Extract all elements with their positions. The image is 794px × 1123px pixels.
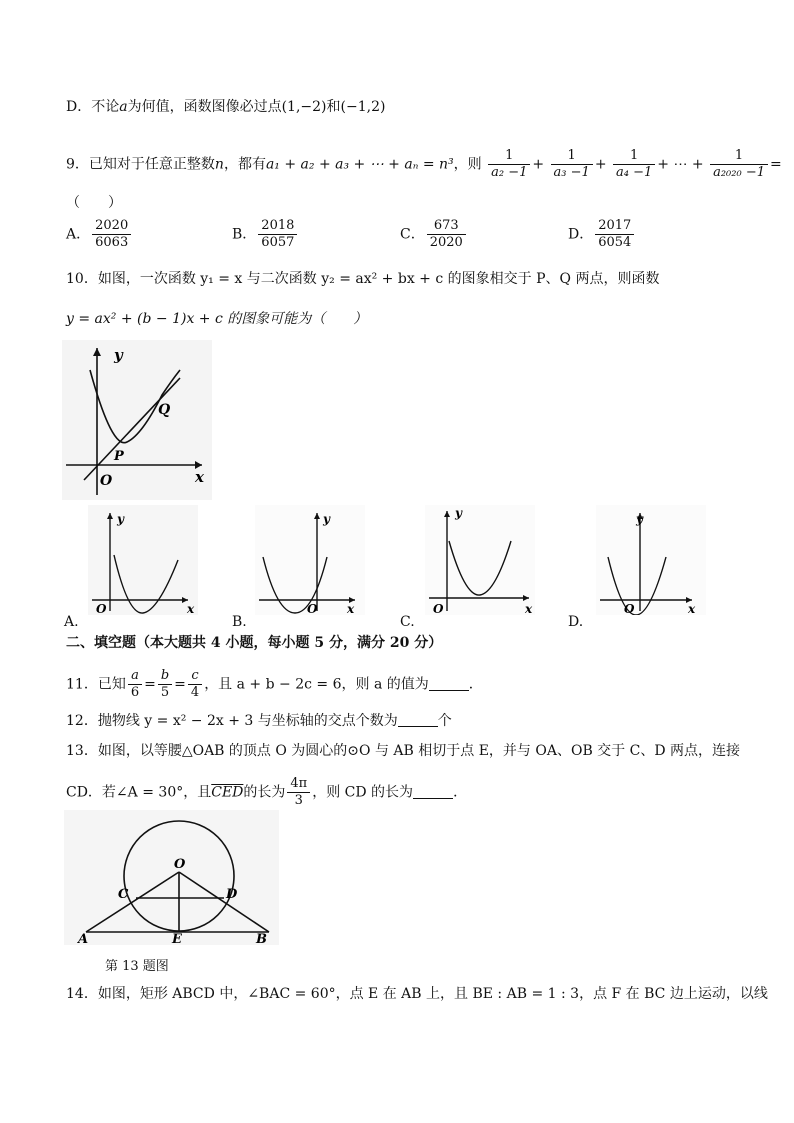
q9-option-a: A． $\frac{2020}{6063}$ [66,218,133,251]
q13-label-o: O [174,857,186,872]
svg-text:x: x [688,602,696,615]
q10-main-y-label: y [114,346,123,364]
q12-answer-blank[interactable] [398,714,438,727]
q13-figure-caption: 第 13 题图 [105,959,169,974]
question-11: 11．已知 $\frac{a}{6}$ = $\frac{b}{5}$ = $\frac{c}{4}$ ，且 a + b − 2c = 6，则 a 的值为 ． [66,668,483,700]
question-12: 12．抛物线 y = x² − 2x + 3 与坐标轴的交点个数为 个 [66,713,452,729]
q13-label-b: B [256,932,267,945]
q10-option-d-graph [596,505,706,615]
q10-option-c-graph [425,505,535,615]
svg-text:O: O [307,602,318,615]
q11-answer-blank[interactable] [429,678,469,691]
q10-main-p-label: P [114,449,124,464]
q13-figure [64,810,279,945]
q10-main-x-label: x [195,468,204,486]
q10-option-b-graph [255,505,365,615]
q9-option-d: D． $\frac{2017}{6054}$ [568,218,636,251]
svg-text:O: O [624,602,635,615]
svg-text:x: x [525,602,533,615]
svg-text:y: y [455,506,462,520]
q9-option-c: C． $\frac{673}{2020}$ [400,218,468,251]
section-2-title: 二、填空题（本大题共 4 小题，每小题 5 分，满分 20 分） [66,635,443,651]
svg-text:O: O [433,602,444,615]
q9-frac-1: $\frac{1}{\text{a₂ −1}}$ [488,148,530,181]
q10-option-a-graph [88,505,198,615]
q10-label-a: A. [64,614,79,630]
q13-label-c: C [118,887,129,902]
option-d-line: D．不论a为何值，函数图像必过点(1,−2)和(−1,2) [66,99,386,115]
q9-frac-4: $\frac{1}{\text{a₂₀₂₀ −1}}$ [710,148,768,181]
q10-label-d: D. [568,614,584,630]
q13-answer-blank[interactable] [413,786,453,799]
question-10-line-1: 10．如图，一次函数 y₁ = x 与二次函数 y₂ = ax² + bx + c 的图象相交于 P、Q 两点，则函数 [66,271,660,287]
q13-label-a: A [78,932,89,945]
svg-text:O: O [96,602,107,615]
svg-text:x: x [347,602,355,615]
question-10-line-2: y = ax² + (b − 1)x + c 的图象可能为（ ） [66,311,368,327]
question-9: 9．已知对于任意正整数n，都有a₁ + a₂ + a₃ + ⋯ + aₙ = n³，则 $\frac{1}{\text{a₂ −1}}$ + $\frac{1}{\text{a₃ −1}}$ + $\frac{1}{\text{a₄ −1}}$ + ⋯ + $\frac{1}{\text{a₂₀₂₀ −1}}$ = [66,148,782,180]
svg-text:y: y [636,512,643,526]
question-14: 14．如图，矩形 ABCD 中，∠BAC = 60°，点 E 在 AB 上，且 BE : AB = 1 : 3，点 F 在 BC 边上运动，以线 [66,986,768,1002]
q9-paren: （ ） [66,195,122,211]
q13-label-d: D [226,887,238,902]
svg-text:y: y [117,512,124,526]
q10-label-c: C. [400,614,415,630]
question-13-line-2: CD．若∠A = 30°，且$\overline{CED}$的长为 $\frac{4\pi}{3}$ ，则 CD 的长为 ． [66,776,468,808]
svg-text:x: x [187,602,195,615]
q10-main-graph [62,340,212,500]
q10-label-b: B. [232,614,247,630]
q10-main-origin-label: O [100,473,113,489]
question-13-line-1: 13．如图，以等腰△OAB 的顶点 O 为圆心的⊙O 与 AB 相切于点 E，并与 OA、OB 交于 C、D 两点，连接 [66,743,741,759]
q9-option-b: B． $\frac{2018}{6057}$ [232,218,299,251]
q10-main-q-label: Q [158,402,171,418]
svg-text:y: y [323,512,330,526]
q13-label-e: E [172,932,182,945]
q9-frac-3: $\frac{1}{\text{a₄ −1}}$ [613,148,655,181]
q9-frac-2: $\frac{1}{\text{a₃ −1}}$ [551,148,593,181]
